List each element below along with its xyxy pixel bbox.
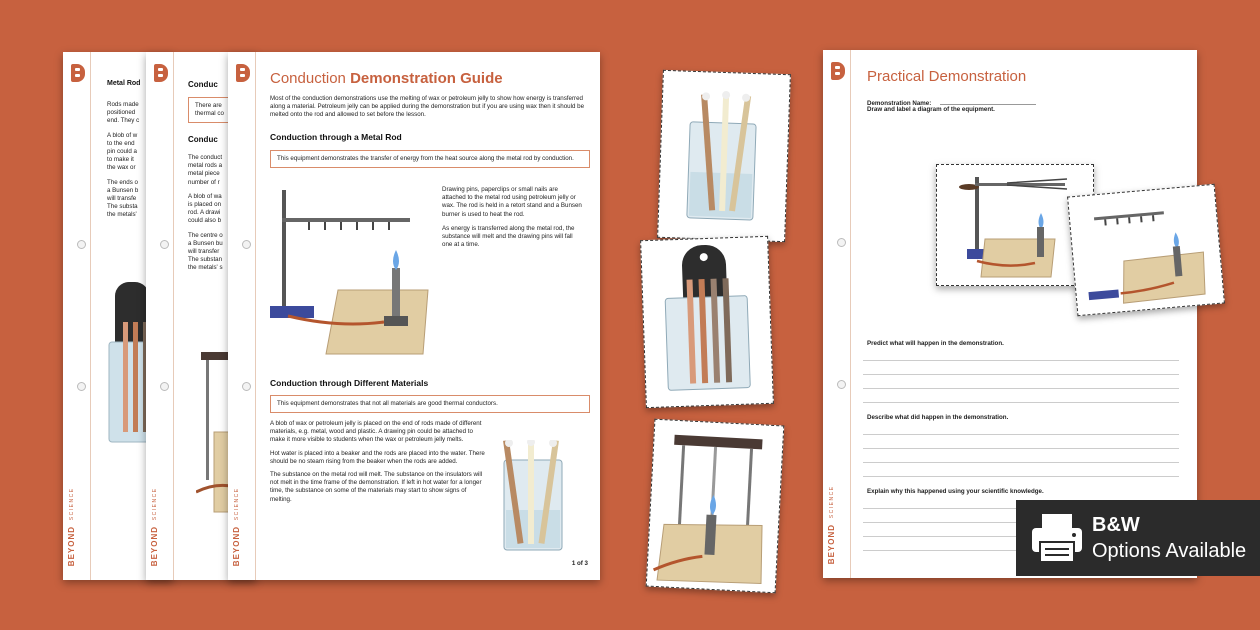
card-conduction-rods: [640, 236, 774, 408]
brand-sub: SCIENCE: [829, 484, 835, 518]
back1-line: Rods made: [107, 101, 139, 108]
answer-line[interactable]: [863, 374, 1179, 375]
back1-line: The substa: [107, 203, 138, 211]
back2-line: A blob of wa: [188, 192, 222, 200]
brand-name: BEYOND: [67, 525, 76, 566]
back2-line: number of r: [188, 178, 220, 186]
back2-line: will transfer: [188, 248, 220, 256]
demonstration-name-label: Demonstration Name:: [867, 100, 932, 107]
practical-demonstration-sheet: [823, 50, 1197, 578]
punch-hole: [160, 240, 169, 249]
retort-stand-illustration: [268, 188, 438, 358]
guide-content: [270, 70, 590, 168]
answer-line[interactable]: [863, 360, 1179, 361]
punch-hole: [242, 382, 251, 391]
punch-hole: [242, 240, 251, 249]
back2-line: could also b: [188, 217, 222, 225]
back2-line: The centre o: [188, 231, 223, 239]
draw-instruction: Draw and label a diagram of the equipment.: [867, 106, 995, 113]
brand-vertical: [150, 487, 159, 566]
back1-line: positioned: [107, 109, 136, 117]
question-predict: Predict what will happen in the demonstration.: [867, 340, 1004, 347]
bw-options-badge: [1016, 500, 1260, 576]
back2-line: The substan: [188, 256, 223, 264]
beyond-logo-icon: [831, 62, 845, 80]
retort-stand-illustration: [937, 165, 1091, 283]
back2-box-line: thermal co: [195, 110, 224, 117]
brand-vertical: [827, 485, 836, 564]
beyond-logo-icon: [236, 64, 250, 82]
back2-line: the metals' s: [188, 264, 223, 272]
answer-line[interactable]: [863, 434, 1179, 435]
section2-heading: Conduction through Different Materials: [270, 378, 429, 388]
section2-header: [270, 378, 590, 413]
back1-line: The ends o: [107, 178, 138, 186]
card-beaker-rods: [657, 70, 791, 242]
printer-icon: [1030, 512, 1084, 564]
brand-name: BEYOND: [827, 523, 836, 564]
question-describe: Describe what did happen in the demonstration.: [867, 414, 1009, 421]
back2-line: rod. A drawi: [188, 209, 221, 217]
conduction-rods-illustration: [641, 237, 771, 405]
guide-title: [270, 70, 590, 87]
back1-line: the wax or: [107, 164, 136, 172]
back2-line: a Bunsen bu: [188, 239, 223, 247]
brand-sub: SCIENCE: [152, 486, 158, 520]
beyond-logo-icon: [71, 64, 85, 82]
brand-vertical: [232, 487, 241, 566]
question-explain: Explain why this happened using your scientific knowledge.: [867, 488, 1044, 495]
guide-title-plain: Conduction: [270, 70, 346, 87]
guide-intro: Most of the conduction demonstrations use the melting of wax or petroleum jelly to show how energy is transferred along a material. Petroleum jelly can be applied during the demonstration but if you are using wax then it should be melted onto the rod and allowed to set before the lesson.: [270, 95, 585, 119]
section1-p2: As energy is transferred along the metal rod, the substance will melt and the drawing pins will fall one at a time.: [442, 224, 575, 249]
rod-burner-illustration: [1068, 185, 1222, 313]
back1-line: pin could a: [107, 148, 137, 156]
punch-hole: [77, 382, 86, 391]
page-number: 1 of 3: [571, 559, 588, 567]
section1-heading: Conduction through a Metal Rod: [270, 131, 402, 142]
guide-title-bold: Demonstration Guide: [350, 70, 503, 87]
card-rod-burner: [1067, 184, 1225, 316]
back1-heading: Metal Rod: [107, 80, 141, 87]
back2-heading: Conduc: [188, 80, 218, 89]
punch-hole: [837, 238, 846, 247]
beyond-logo-icon: [154, 64, 168, 82]
badge-line2: Options Available: [1092, 540, 1247, 562]
badge-line1: B&W: [1092, 514, 1140, 536]
brand-vertical: [67, 487, 76, 566]
answer-line[interactable]: [863, 476, 1179, 477]
back1-line: to make it: [107, 156, 134, 164]
back1-line: will transfe: [107, 195, 137, 203]
back1-line: A blob of w: [107, 131, 138, 139]
back2-line: metal rods a: [188, 162, 223, 170]
section2-text: [270, 420, 488, 504]
section2-p3: The substance on the metal rod will melt. The substance on the insulators will not melt in the time frame of the demonstration. If left in hot water for a longer time, the substance on some of the materials may start to show signs of melting.: [270, 471, 483, 503]
section1-text: [442, 186, 582, 249]
punch-hole: [77, 240, 86, 249]
back1-line: end. They c: [107, 117, 140, 125]
card-tripod: [646, 419, 785, 594]
punch-hole: [837, 380, 846, 389]
section2-p1: A blob of wax or petroleum jelly is placed on the end of rods made of different materials, e.g. metal, wood and plastic. A drawing pin could be attached to make it more visible to students when the wax or petroleum jelly melts.: [270, 420, 482, 444]
beaker-rods-illustration: [658, 71, 788, 239]
back2-line: The conduct: [188, 154, 223, 161]
answer-line[interactable]: [863, 402, 1179, 403]
section2-box: This equipment demonstrates that not all materials are good thermal conductors.: [270, 395, 590, 413]
demonstration-guide-sheet: [228, 52, 600, 580]
punch-hole: [160, 382, 169, 391]
answer-line[interactable]: [863, 388, 1179, 389]
brand-sub: SCIENCE: [234, 486, 240, 520]
back1-line: the metals': [107, 211, 137, 219]
back2-line: metal piece: [188, 170, 220, 178]
section1-p1: Drawing pins, paperclips or small nails are attached to the metal rod using petroleum jelly or wax. The rod is held in a retort stand and a Bunsen burner is used to heat the rod.: [442, 186, 582, 218]
brand-name: BEYOND: [232, 525, 241, 566]
section2-p2: Hot water is placed into a beaker and the rods are placed into the water. There should be no steam rising from the beaker when the rods are added.: [270, 449, 485, 465]
beaker-rods-illustration: [494, 440, 574, 560]
brand-name: BEYOND: [150, 525, 159, 566]
back1-line: to the end: [107, 139, 135, 147]
back1-line: a Bunsen b: [107, 186, 139, 194]
back2-box-line: There are: [195, 102, 222, 109]
demonstration-name-field[interactable]: [940, 104, 1036, 105]
back2-line: is placed on: [188, 201, 222, 209]
answer-line[interactable]: [863, 448, 1179, 449]
tripod-burner-illustration: [647, 420, 781, 590]
section1-box: This equipment demonstrates the transfer of energy from the heat source along the metal rod by conduction.: [270, 150, 590, 168]
brand-sub: SCIENCE: [69, 486, 75, 520]
practical-title: Practical Demonstration: [867, 68, 1027, 85]
back2-heading: Conduc: [188, 135, 218, 144]
answer-line[interactable]: [863, 462, 1179, 463]
